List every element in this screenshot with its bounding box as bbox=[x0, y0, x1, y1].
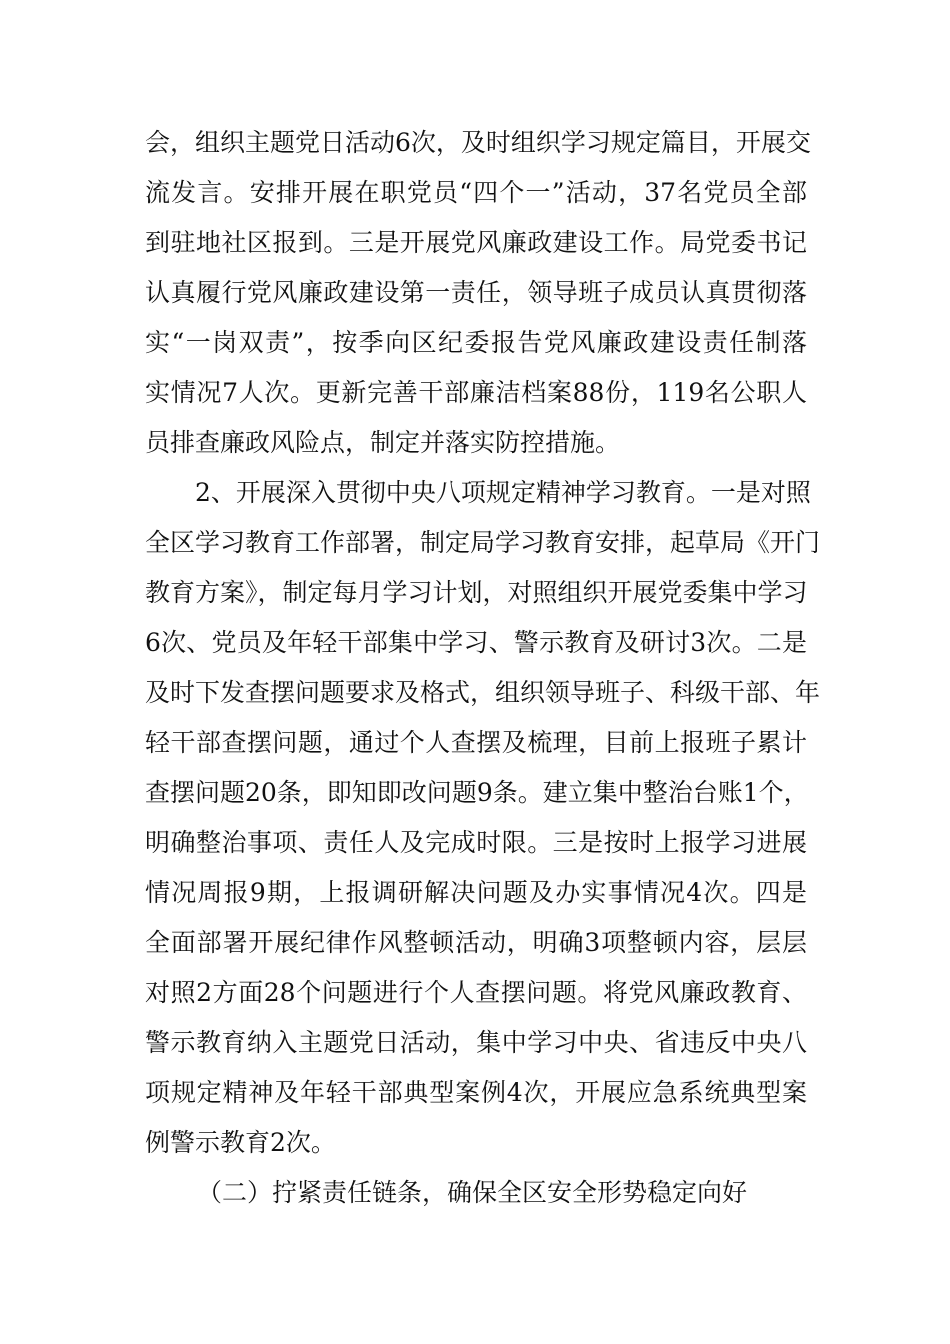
text-line: 对照2方面28个问题进行个人查摆问题。将党风廉政教育、 bbox=[145, 978, 807, 1007]
text-line: 教育方案》，制定每月学习计划，对照组织开展党委集中学习 bbox=[145, 578, 808, 607]
text-line: 认真履行党风廉政建设第一责任，领导班子成员认真贯彻落 bbox=[145, 278, 807, 307]
text-line: 警示教育纳入主题党日活动，集中学习中央、省违反中央八 bbox=[145, 1028, 807, 1057]
text-line: 明确整治事项、责任人及完成时限。三是按时上报学习进展 bbox=[145, 828, 807, 857]
text-line: 及时下发查摆问题要求及格式，组织领导班子、科级干部、年 bbox=[145, 678, 821, 707]
text-line: 项规定精神及年轻干部典型案例4次，开展应急系统典型案 bbox=[145, 1078, 807, 1107]
text-line: 6次、党员及年轻干部集中学习、警示教育及研讨3次。二是 bbox=[145, 628, 807, 657]
paragraph-2 bbox=[145, 468, 821, 1168]
text-line: 情况周报9期，上报调研解决问题及办实事情况4次。四是 bbox=[145, 878, 807, 907]
text-line: 实“一岗双责”，按季向区纪委报告党风廉政建设责任制落 bbox=[145, 328, 807, 357]
text-line: 全区学习教育工作部署，制定局学习教育安排，起草局《开门 bbox=[145, 528, 821, 557]
text-line: 实情况7人次。更新完善干部廉洁档案88份，119名公职人 bbox=[145, 378, 807, 407]
document-page bbox=[145, 118, 821, 1218]
text-line: 会，组织主题党日活动6次，及时组织学习规定篇目，开展交 bbox=[145, 128, 811, 157]
text-line: 到驻地社区报到。三是开展党风廉政建设工作。局党委书记 bbox=[145, 228, 807, 257]
text-line: 全面部署开展纪律作风整顿活动，明确3项整顿内容，层层 bbox=[145, 928, 807, 957]
text-line: 2、开展深入贯彻中央八项规定精神学习教育。一是对照 bbox=[195, 478, 811, 507]
text-line: 轻干部查摆问题，通过个人查摆及梳理，目前上报班子累计 bbox=[145, 728, 807, 757]
text-line: 流发言。安排开展在职党员“四个一”活动，37名党员全部 bbox=[145, 178, 807, 207]
text-line: 例警示教育2次。 bbox=[145, 1128, 336, 1157]
paragraph-1 bbox=[145, 118, 811, 468]
text-line: 查摆问题20条，即知即改问题9条。建立集中整治台账1个， bbox=[145, 778, 809, 807]
text-line: 员排查廉政风险点，制定并落实防控措施。 bbox=[145, 428, 621, 457]
section-heading: （二）拧紧责任链条，确保全区安全形势稳定向好 bbox=[197, 1178, 748, 1207]
